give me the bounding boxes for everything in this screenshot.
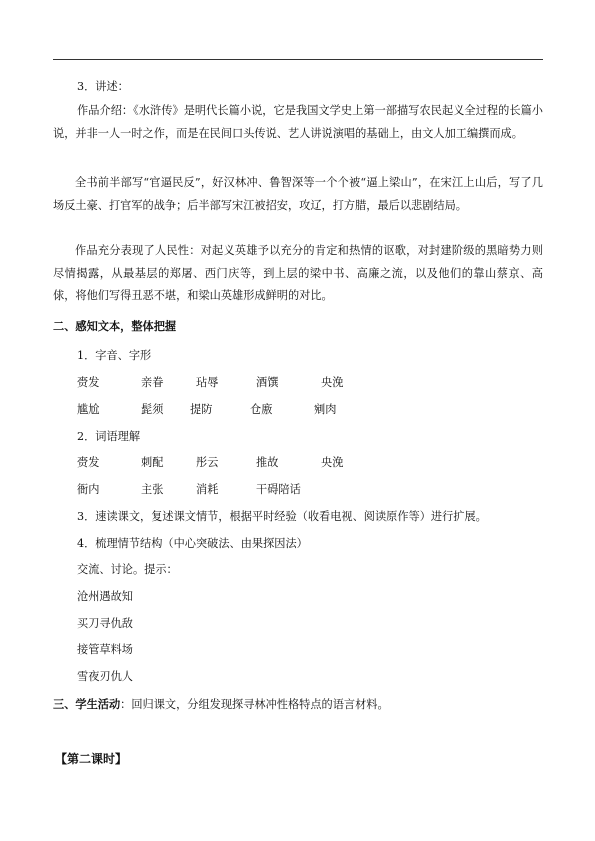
word-item: 央浼 [321,456,344,469]
pronunciation-subheading: 1．字音、字形 [77,349,152,362]
plot-paragraph: 全书前半部写“官逼民反”，好汉林冲、鲁智深等一个个被“逼上梁山”，在宋江上山后，写了几场反土豪、打官军的战争；后半部写宋江被招安，攻辽，打方腊，最后以悲剧结局。 [53,176,543,212]
part-3-line [53,698,389,712]
intro-paragraph: 作品介绍：《水浒传》是明代长篇小说，它是我国文学史上第一部描写农民起义全过程的长篇小说，并非一人一时之作，而是在民间口头传说、艺人讲说演唱的基础上，由文人加工编撰而成。 [53,104,543,140]
word-item: 髭须 [141,403,164,416]
vocabulary-subheading: 2．词语理解 [77,430,141,443]
word-item: 赍发 [77,456,100,469]
word-item: 央浼 [321,376,344,389]
plot-item: 买刀寻仇敌 [77,617,133,630]
discussion-tip: 交流、讨论。提示： [77,563,178,576]
word-item: 剜肉 [314,403,337,416]
word-item: 干碍陪话 [256,483,301,496]
header-rule [53,59,543,60]
word-item: 主张 [141,483,164,496]
plot-item: 沧州遇故知 [77,590,133,603]
part-2-heading: 二、感知文本，整体把握 [53,320,177,333]
plot-item: 接管草料场 [77,643,133,656]
people-paragraph: 作品充分表现了人民性：对起义英雄予以充分的肯定和热情的讴歌，对封建阶级的黑暗势力则尽情揭露，从最基层的郑屠、西门庆等，到上层的梁中书、高廉之流，以及他们的靠山蔡京、高俅，将他们写得丑恶不堪，和梁山英雄形成鲜明的对比。 [53,244,543,302]
word-item: 衙内 [77,483,100,496]
word-item: 彤云 [196,456,219,469]
part-3-text: ：回归课文，分组发现探寻林冲性格特点的语言材料。 [120,698,389,711]
part-3-label: 三、学生活动 [53,698,121,711]
plot-item: 雪夜刃仇人 [77,670,133,683]
word-item: 刺配 [141,456,164,469]
word-item: 赍发 [77,376,100,389]
section-3-heading: 3．讲述： [77,80,129,93]
word-item: 提防 [190,403,213,416]
task-4: 4．梳理情节结构（中心突破法、由果探因法） [77,537,308,550]
lesson-2-heading: 【第二课时】 [55,752,128,766]
word-item: 推故 [256,456,279,469]
word-item: 尴尬 [77,403,100,416]
task-3: 3．速读课文，复述课文情节，根据平时经验（收看电视、阅读原作等）进行扩展。 [77,510,487,523]
word-item: 消耗 [196,483,219,496]
word-item: 仓廒 [250,403,273,416]
word-item: 玷辱 [196,376,219,389]
word-item: 亲眷 [141,376,164,389]
word-item: 酒馔 [256,376,279,389]
